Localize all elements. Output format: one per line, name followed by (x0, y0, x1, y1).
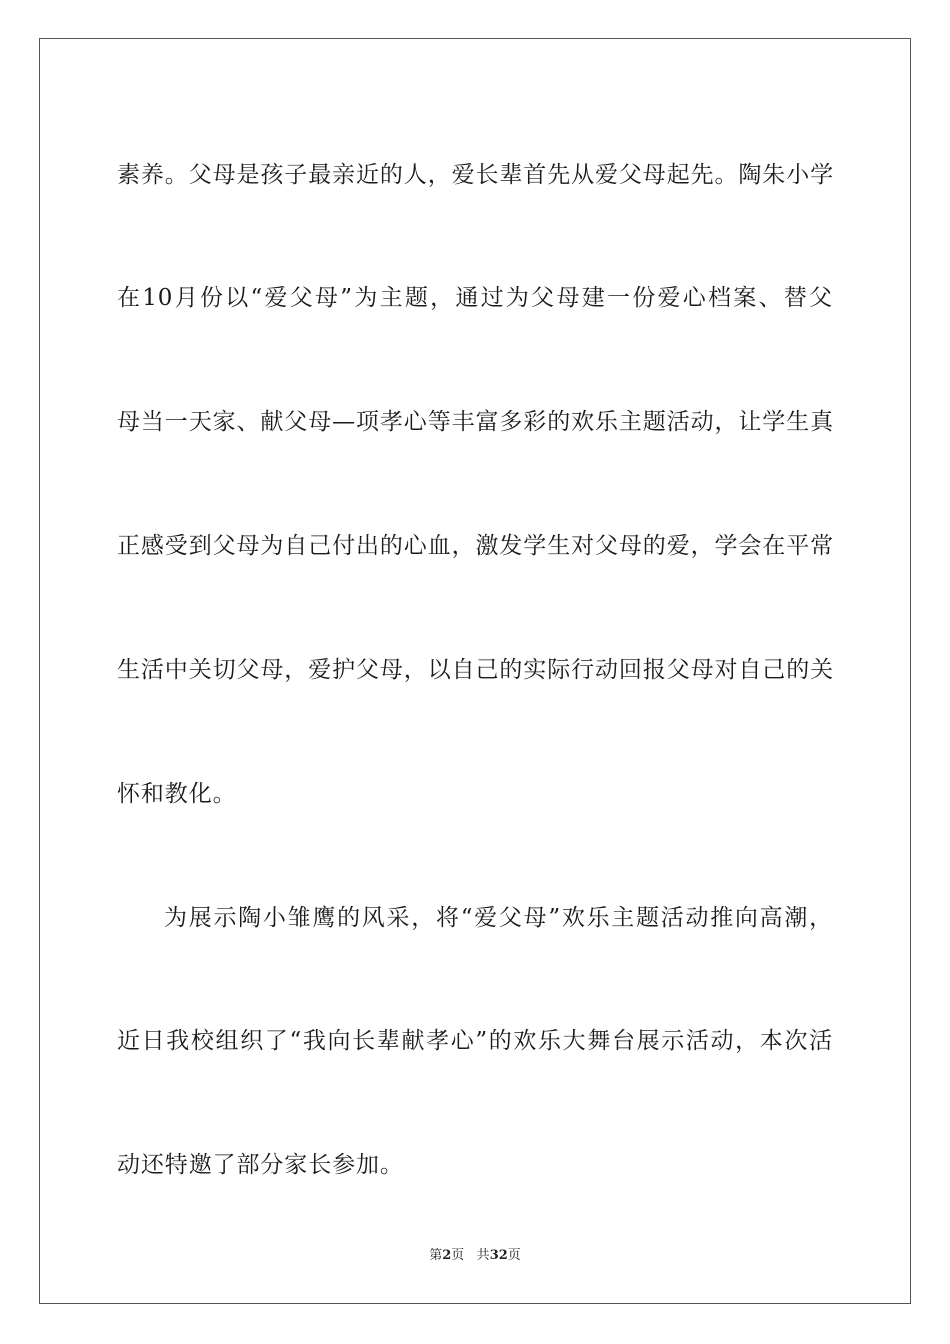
text-line-8: 近日我校组织了“我向长辈献孝心”的欢乐大舞台展示活动，本次活 (117, 1028, 833, 1054)
footer-total-pages: 32 (489, 1248, 508, 1263)
text-line-9: 动还特邀了部分家长参加。 (117, 1152, 404, 1178)
text-line-4: 正感受到父母为自己付出的心血，激发学生对父母的爱，学会在平常 (117, 533, 834, 559)
text-line-3: 母当一天家、献父母—项孝心等丰富多彩的欢乐主题活动，让学生真 (117, 409, 834, 435)
footer-page-number: 2 (442, 1248, 452, 1263)
text-line-6: 怀和教化。 (117, 781, 237, 807)
footer-total-prefix: 共 (476, 1248, 490, 1263)
footer-page-prefix: 第 (429, 1248, 443, 1263)
text-line-7: 为展示陶小雏鹰的风采，将“爱父母”欢乐主题活动推向高潮， (164, 905, 833, 931)
footer-total-suffix: 页 (507, 1248, 521, 1263)
page-footer (0, 1247, 950, 1265)
text-line-2: 在10月份以“爱父母”为主题，通过为父母建一份爱心档案、替父 (117, 285, 833, 311)
text-line-5: 生活中关切父母，爱护父母，以自己的实际行动回报父母对自己的关 (117, 657, 834, 683)
text-line-1: 素养。父母是孩子最亲近的人，爱长辈首先从爱父母起先。陶朱小学 (117, 162, 834, 188)
footer-page-suffix: 页 (451, 1248, 465, 1263)
